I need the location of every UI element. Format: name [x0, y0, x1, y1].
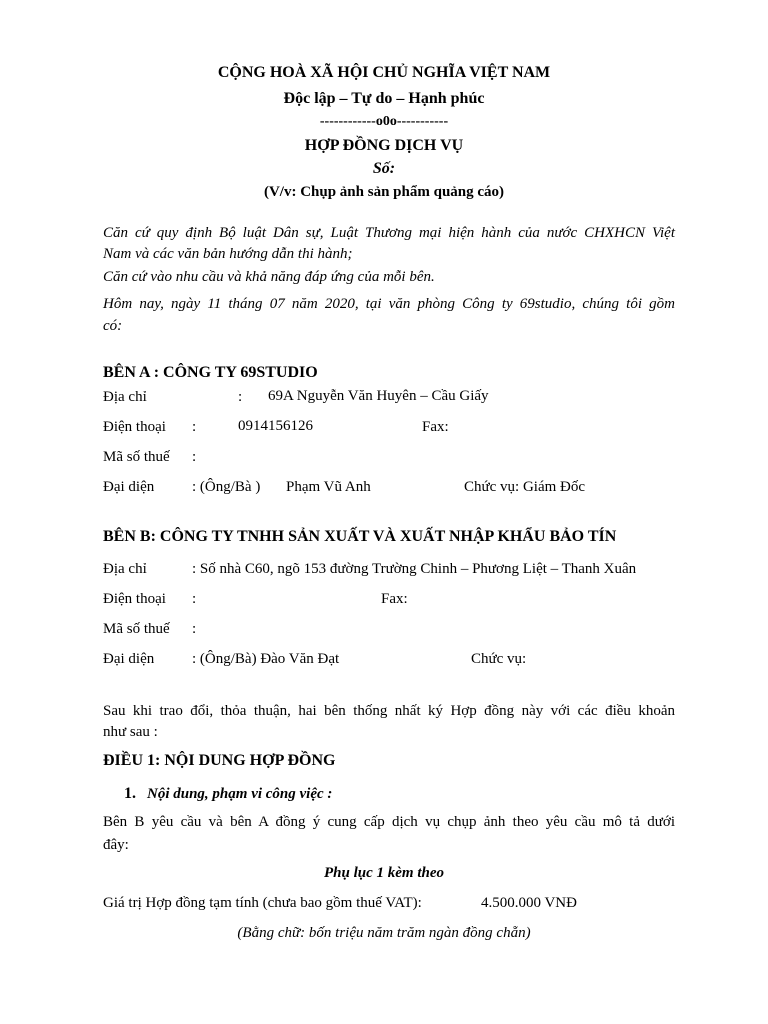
party-b-tax-colon: : — [192, 621, 197, 637]
party-b-tax-label: Mã số thuế — [103, 621, 170, 637]
article-1-item-title: Nội dung, phạm vi công việc : — [147, 786, 333, 802]
contract-subject: (V/v: Chụp ảnh sản phẩm quảng cáo) — [263, 184, 505, 200]
party-a-tax-label: Mã số thuế — [103, 449, 170, 465]
article-1-item-number: 1. — [124, 785, 136, 802]
document-title: HỢP ĐỒNG DỊCH VỤ — [304, 137, 464, 154]
country-name: CỘNG HOÀ XÃ HỘI CHỦ NGHĨA VIỆT NAM — [217, 64, 551, 81]
article-1-body-line: Bên B yêu cầu và bên A đồng ý cung cấp dịch vụ chụp ảnh theo yêu cầu mô tả dưới — [103, 814, 675, 830]
party-a-rep-name: Phạm Vũ Anh — [286, 479, 371, 495]
party-a-fax-label: Fax: — [422, 419, 449, 435]
party-b-address-value: : Số nhà C60, ngõ 153 đường Trường Chinh – Phương Liệt – Thanh Xuân — [192, 561, 637, 577]
contract-value-label: Giá trị Hợp đồng tạm tính (chưa bao gồm thuế VAT): — [103, 895, 422, 911]
party-a-heading: BÊN A : CÔNG TY 69STUDIO — [103, 364, 318, 381]
agreement-line: Sau khi trao đổi, thỏa thuận, hai bên thống nhất ký Hợp đồng này với các điều khoản — [103, 703, 675, 719]
agreement-line: như sau : — [103, 724, 158, 740]
party-a-address-label: Địa chỉ — [103, 389, 147, 405]
party-a-tax-colon: : — [192, 449, 197, 465]
article-1-body-line: đây: — [103, 837, 129, 853]
preamble-line: Nam và các văn bản hướng dẫn thi hành; — [103, 246, 353, 262]
party-a-address-colon: : — [238, 389, 243, 405]
contract-value-words: (Bằng chữ: bốn triệu năm trăm ngàn đồng chẵn) — [237, 925, 531, 941]
party-b-phone-colon: : — [192, 591, 197, 607]
party-a-phone-label: Điện thoại — [103, 419, 166, 435]
party-b-rep-label: Đại diện — [103, 651, 155, 667]
appendix-reference: Phụ lục 1 kèm theo — [323, 865, 444, 881]
party-b-phone-label: Điện thoại — [103, 591, 166, 607]
party-a-rep-title: : (Ông/Bà ) — [192, 479, 261, 495]
party-a-address-value: 69A Nguyễn Văn Huyên – Cầu Giấy — [268, 388, 489, 404]
preamble-line: Hôm nay, ngày 11 tháng 07 năm 2020, tại văn phòng Công ty 69studio, chúng tôi gồm — [103, 296, 675, 312]
party-a-position: Chức vụ: Giám Đốc — [464, 479, 586, 495]
article-1-heading: ĐIỀU 1: NỘI DUNG HỢP ĐỒNG — [103, 752, 336, 769]
party-a-phone-colon: : — [192, 419, 197, 435]
party-a-phone-value: 0914156126 — [238, 418, 313, 434]
preamble-line: có: — [103, 318, 123, 334]
preamble-line: Căn cứ vào nhu cầu và khả năng đáp ứng của mỗi bên. — [103, 269, 435, 285]
party-b-rep-value: : (Ông/Bà) Đào Văn Đạt — [192, 651, 340, 667]
party-b-fax-label: Fax: — [381, 591, 408, 607]
party-b-position: Chức vụ: — [471, 651, 527, 667]
contract-number-label: Số: — [372, 160, 396, 177]
preamble-line: Căn cứ quy định Bộ luật Dân sự, Luật Thương mại hiện hành của nước CHXHCN Việt — [103, 225, 675, 241]
national-motto: Độc lập – Tự do – Hạnh phúc — [283, 90, 485, 107]
party-b-address-label: Địa chỉ — [103, 561, 147, 577]
contract-value-amount: 4.500.000 VNĐ — [481, 895, 577, 911]
header-divider: ------------o0o----------- — [319, 114, 449, 129]
party-b-heading: BÊN B: CÔNG TY TNHH SẢN XUẤT VÀ XUẤT NHẬP KHẨU BẢO TÍN — [103, 528, 617, 545]
party-a-rep-label: Đại diện — [103, 479, 155, 495]
